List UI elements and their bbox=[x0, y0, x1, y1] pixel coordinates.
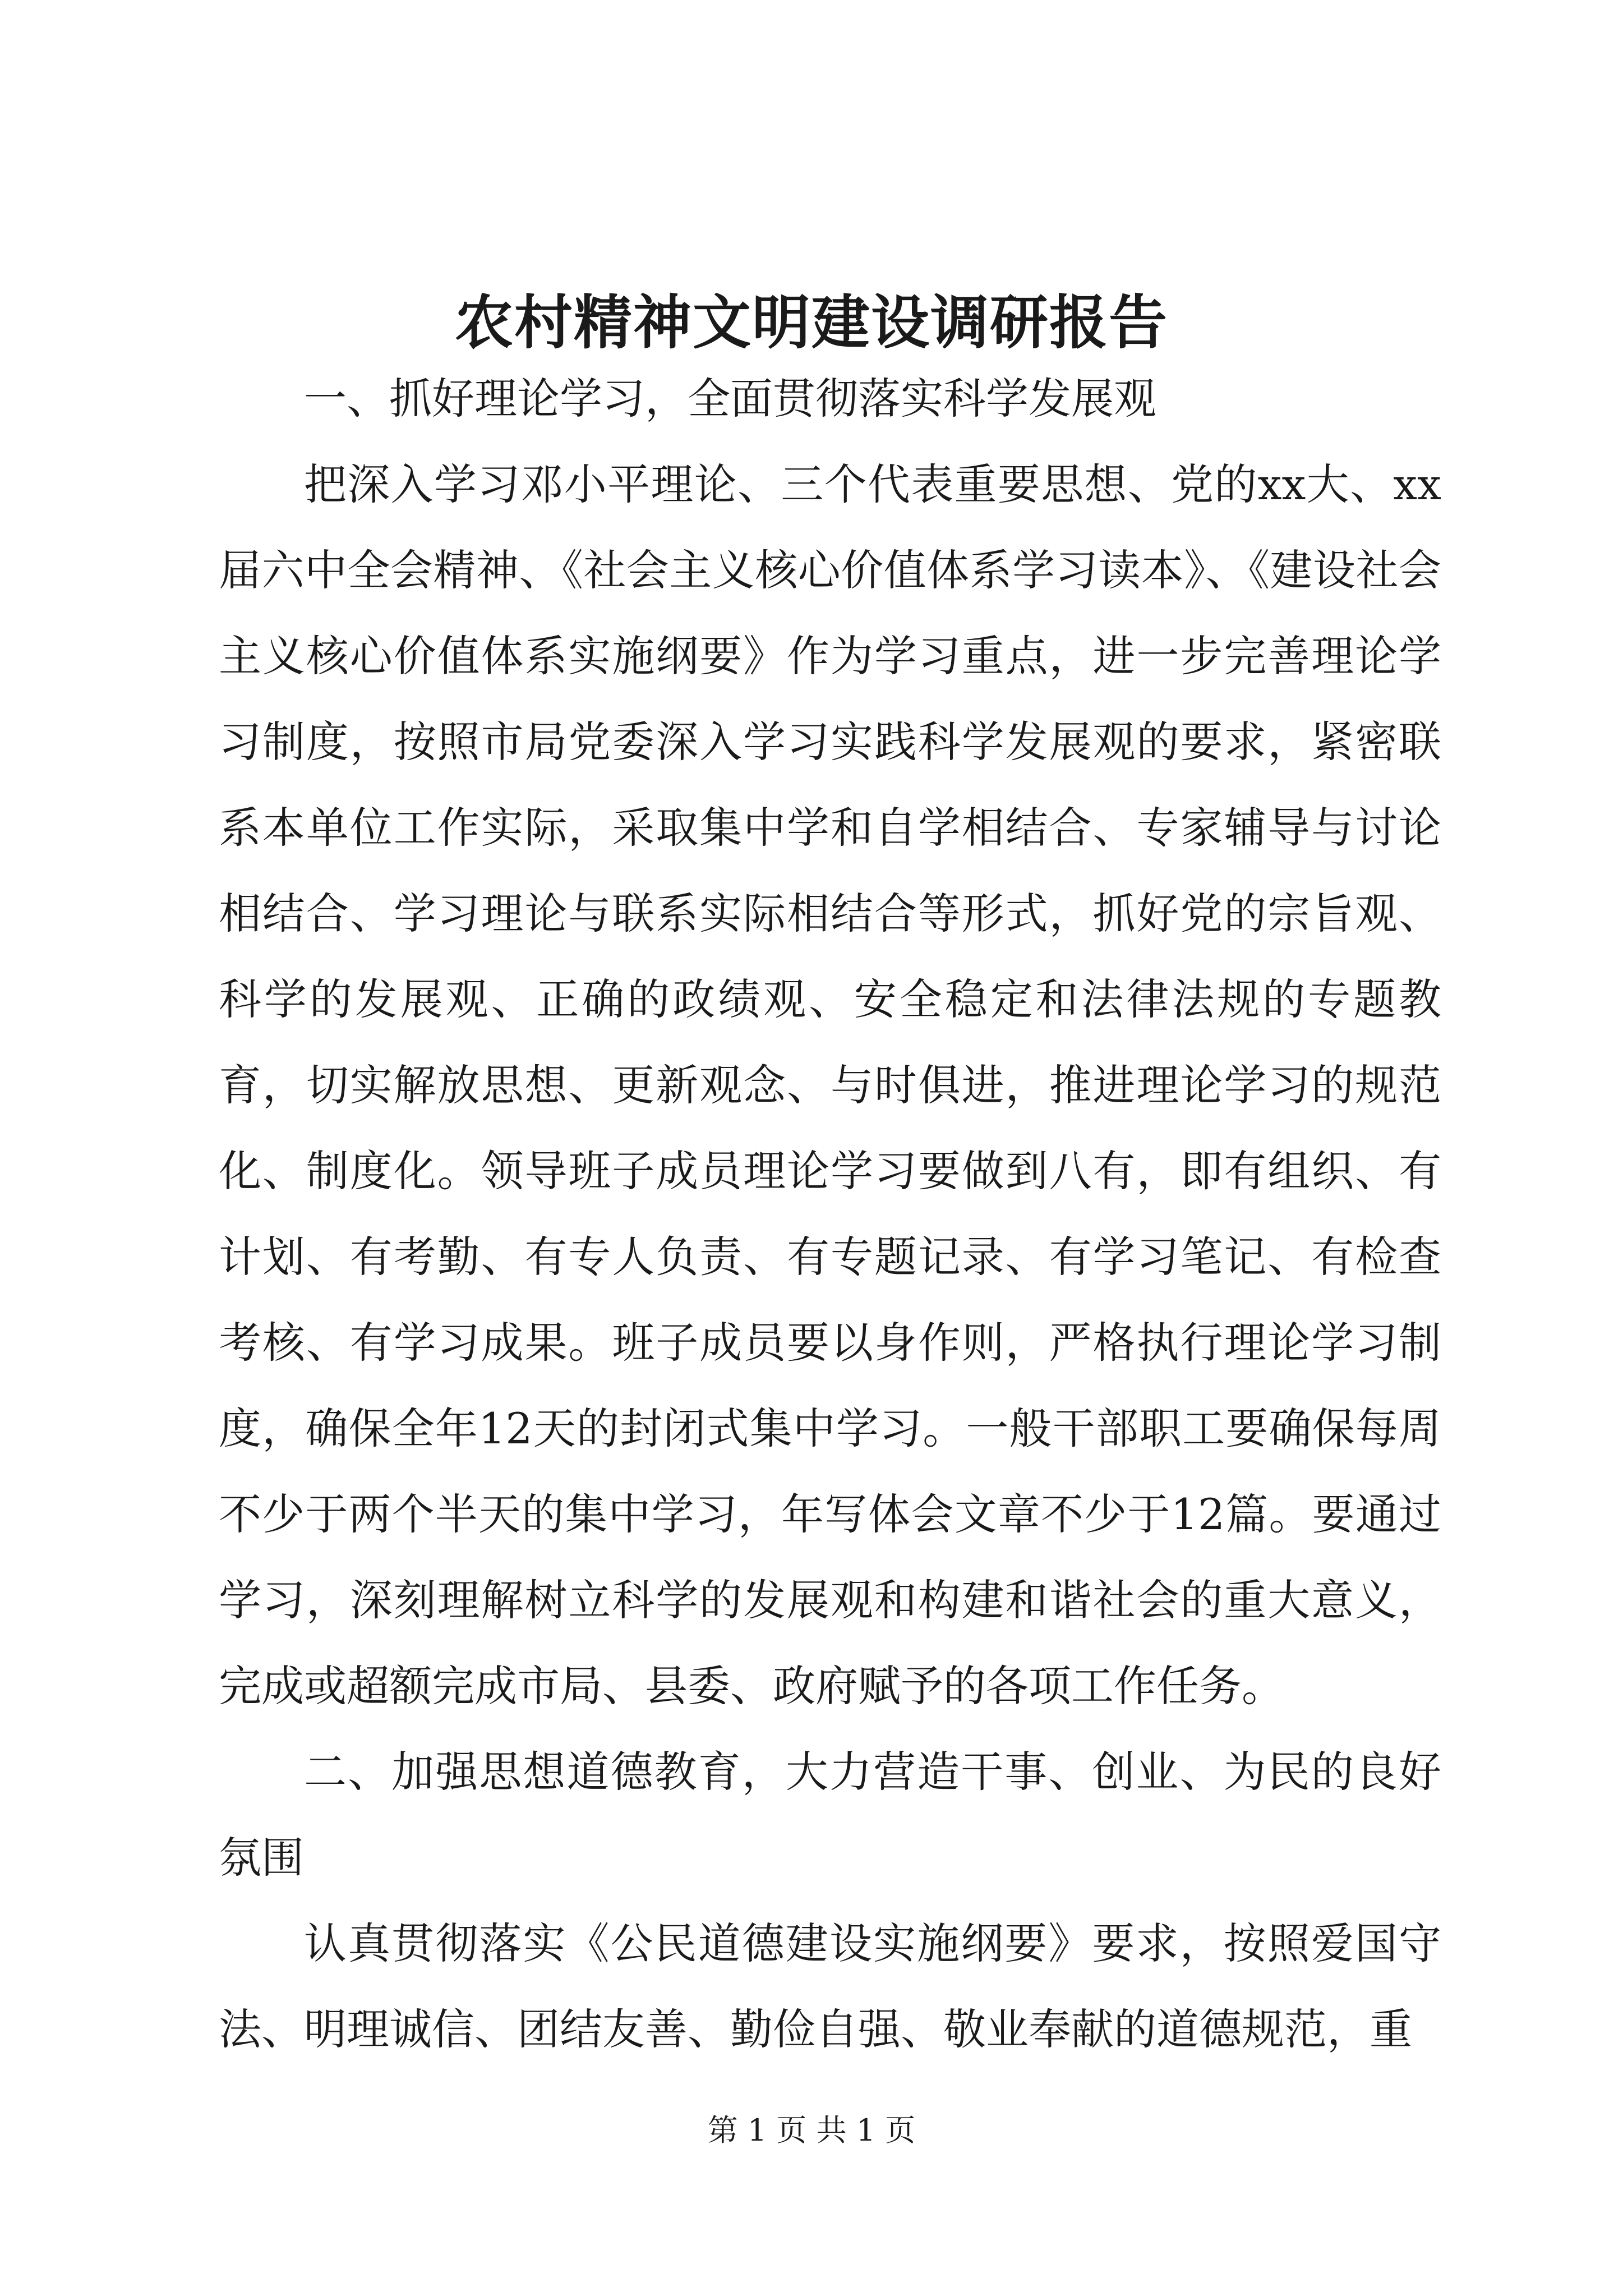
section-heading-2: 二、加强思想道德教育，大力营造干事、创业、为民的良好氛围 bbox=[219, 1747, 1441, 1883]
document-title: 农村精神文明建设调研报告 bbox=[454, 288, 1168, 357]
paragraph-2: 认真贯彻落实《公民道德建设实施纲要》要求，按照爱国守法、明理诚信、团结友善、勤俭自强、敬业奉献的道德规范，重 bbox=[219, 1918, 1441, 2054]
page-footer: 第 1 页 共 1 页 bbox=[707, 2113, 916, 2148]
section-heading-1: 一、抓好理论学习，全面贯彻落实科学发展观 bbox=[304, 374, 1156, 424]
document-body bbox=[219, 356, 1441, 2072]
paragraph-1: 把深入学习邓小平理论、三个代表重要思想、党的xx大、xx届六中全会精神、《社会主义核心价值体系学习读本》、《建设社会主义核心价值体系实施纲要》作为学习重点，进一步完善理论学习制度，按照市局党委深入学习实践科学发展观的要求，紧密联系本单位工作实际，采取集中学和自学相结合、专家辅导与讨论相结合、学习理论与联系实际相结合等形式，抓好党的宗旨观、科学的发展观、正确的政绩观、安全稳定和法律法规的专题教育，切实解放思想、更新观念、与时俱进，推进理论学习的规范化、制度化。领导班子成员理论学习要做到八有，即有组织、有计划、有考勤、有专人负责、有专题记录、有学习笔记、有检查考核、有学习成果。班子成员要以身作则，严格执行理论学习制度，确保全年12天的封闭式集中学习。一般干部职工要确保每周不少于两个半天的集中学习，年写体会文章不少于12篇。要通过学习，深刻理解树立科学的发展观和构建和谐社会的重大意义，完成或超额完成市局、县委、政府赋予的各项工作任务。 bbox=[219, 459, 1441, 1711]
